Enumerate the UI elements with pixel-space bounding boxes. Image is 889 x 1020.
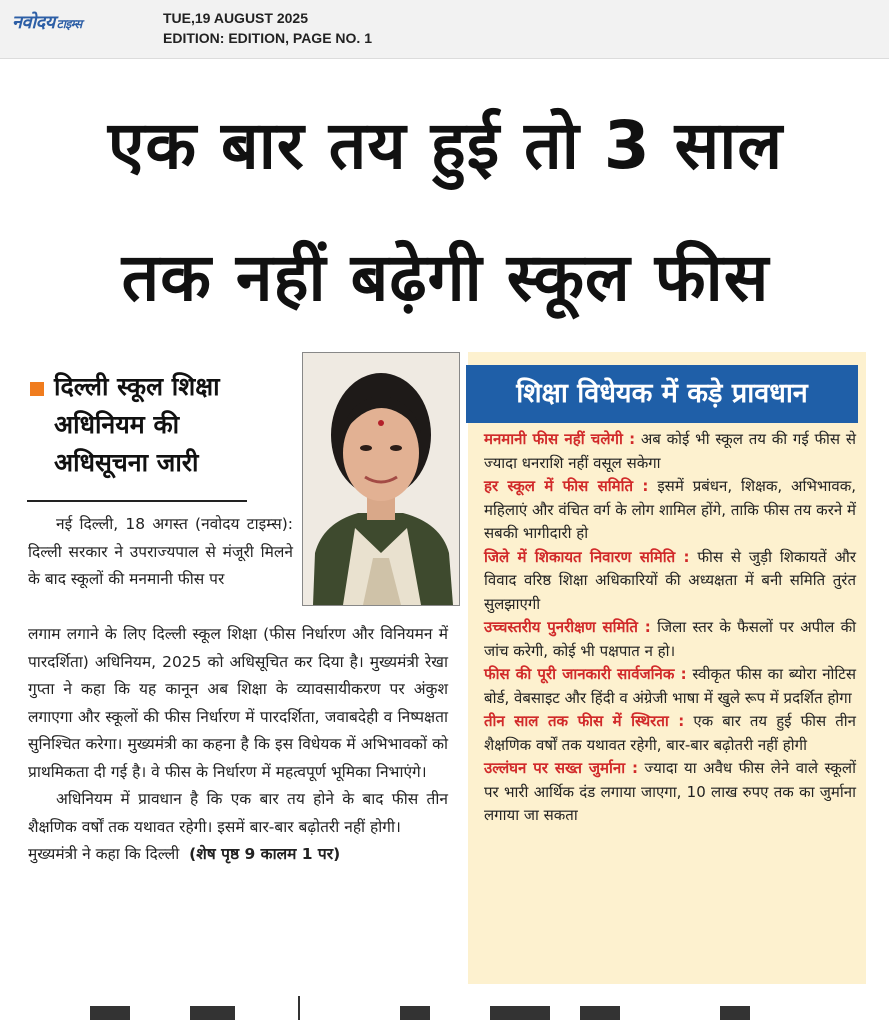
headline-line-1: एक बार तय हुई तो 3 साल [107,107,784,184]
paragraph-3 [28,841,448,869]
provision-item [484,710,856,757]
logo-text: नवोदय [12,12,55,33]
subheadline [30,368,270,482]
provision-item [484,616,856,663]
provision-label: जिले में शिकायत निवारण समिति : [484,547,690,566]
article-body-top [28,511,293,594]
publication-date: TUE,19 AUGUST 2025 [163,10,308,26]
provision-item [484,757,856,828]
cropped-text-fragment [720,1006,750,1020]
subhead-line-2: अधिनियम की [54,410,180,439]
headline-line-2: तक नहीं बढ़ेगी स्कूल फीस [121,239,770,316]
provision-text: अब कोई भी स्कूल तय की गई फीस से ज्यादा धनराशि नहीं वसूल सकेगा [484,430,856,472]
chief-minister-photo [302,352,460,606]
provision-item [484,475,856,546]
provision-label: तीन साल तक फीस में स्थिरता : [484,712,685,730]
edition-page: EDITION: EDITION, PAGE NO. 1 [163,30,372,46]
portrait-image [303,353,459,605]
subhead-line-3: अधिसूचना जारी [54,448,199,477]
cropped-text-fragment [90,1006,130,1020]
column-divider [298,996,300,1020]
provision-item [484,663,856,710]
continued-note[interactable]: (शेष पृष्ठ 9 कालम 1 पर) [189,845,341,863]
subhead-line-1: दिल्ली स्कूल शिक्षा [54,372,220,401]
edition-info [163,8,372,48]
provision-text: जिला स्तर के फैसलों पर अपील की जांच करेगी, कोई भी पक्षपात न हो। [484,618,856,660]
provision-item [484,428,856,475]
paragraph-3-text: मुख्यमंत्री ने कहा कि दिल्ली [28,845,180,863]
provision-label: उल्लंघन पर सख्त जुर्माना : [484,759,639,777]
provision-label: हर स्कूल में फीस समिति : [484,477,649,495]
cropped-text-fragment [580,1006,620,1020]
provisions-list [484,428,856,828]
divider [27,500,247,502]
provision-text: फीस से जुड़ी शिकायतें और विवाद वरिष्ठ शिक्षा अधिकारियों की अध्यक्षता में बनी समिति तुरंत सुलझाएगी [484,547,856,613]
provision-text: इसमें प्रबंधन, शिक्षक, अभिभावक, महिलाएं और वंचित वर्ग के लोग शामिल होंगे, ताकि फीस तय करने में सबकी भागीदारी हो [484,477,856,542]
article-body [28,621,448,869]
next-article-strip [0,996,889,1020]
headline [18,80,873,344]
provision-text: ज्यादा या अवैध फीस लेने वाले स्कूलों पर भारी आर्थिक दंड लगाया जाएगा, 10 लाख रुपए तक का जुर्माना लगाया जा सकता [484,759,856,824]
provisions-box-title: शिक्षा विधेयक में कड़े प्रावधान [466,365,858,423]
cropped-text-fragment [190,1006,235,1020]
provision-text: स्वीकृत फीस का ब्योरा नोटिस बोर्ड, वेबसाइट और हिंदी व अंग्रेजी भाषा में खुले रूप में प्रदर्शित होगा [484,665,856,707]
paragraph-1-continued: लगाम लगाने के लिए दिल्ली स्कूल शिक्षा (फीस निर्धारण और विनियमन में पारदर्शिता) अधिनियम, 2025 को अधिसूचित कर दिया है। मुख्यमंत्री रेखा गुप्ता ने कहा कि यह कानून अब शिक्षा के व्यावसायीकरण पर अंकुश लगाएगा और स्कूलों की फीस निर्धारण में पारदर्शिता, जवाबदेही व निष्पक्षता सुनिश्चित करेगा। मुख्यमंत्री का कहना है कि इस विधेयक में अभिभावकों को प्राथमिकता दी गई है। वे फीस के निर्धारण में महत्वपूर्ण भूमिका निभाएंगे। [28,625,448,781]
logo-subtext: टाइम्स [56,17,82,31]
provision-label: मनमानी फीस नहीं चलेगी : [484,430,636,448]
cropped-text-fragment [490,1006,550,1020]
cropped-text-fragment [400,1006,430,1020]
provision-text: एक बार तय हुई फीस तीन शैक्षणिक वर्षों तक यथावत रहेगी, बार-बार बढ़ोतरी नहीं होगी [484,712,857,754]
top-bar [0,0,889,59]
paragraph-2: अधिनियम में प्रावधान है कि एक बार तय होने के बाद फीस तीन शैक्षणिक वर्षों तक यथावत रहेगी। इसमें बार-बार बढ़ोतरी नहीं होगी। [28,790,448,836]
provision-item [484,546,856,617]
newspaper-logo[interactable] [12,10,82,34]
provision-label: फीस की पूरी जानकारी सार्वजनिक : [484,665,687,683]
square-bullet-icon [30,382,44,396]
provision-label: उच्चस्तरीय पुनरीक्षण समिति : [484,618,651,636]
paragraph-1: नई दिल्ली, 18 अगस्त (नवोदय टाइम्स): दिल्ली सरकार ने उपराज्यपाल से मंजूरी मिलने के बाद स्कूलों की मनमानी फीस पर [28,515,293,588]
